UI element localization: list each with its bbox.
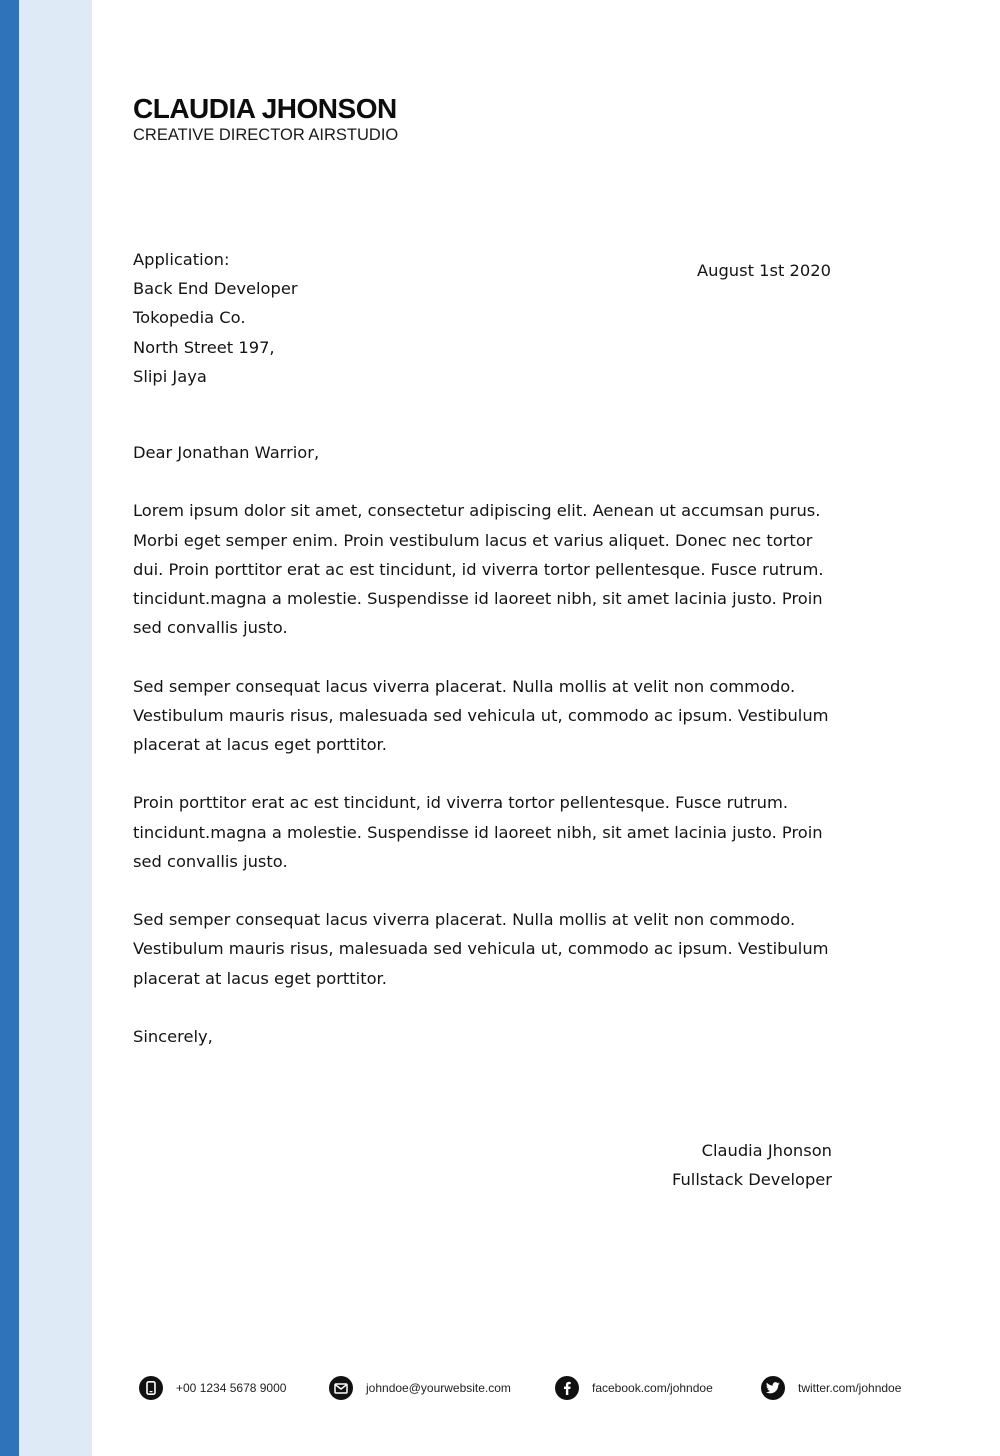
contact-twitter — [761, 1373, 901, 1403]
contact-phone — [139, 1373, 286, 1403]
twitter-text: twitter.com/johndoe — [798, 1381, 902, 1395]
email-icon — [329, 1376, 353, 1400]
recipient-address — [133, 245, 298, 391]
signature-name: Claudia Jhonson — [701, 1141, 832, 1160]
left-accent-stripe — [0, 0, 19, 1456]
body-paragraph: Sed semper consequat lacus viverra placerat. Nulla mollis at velit non commodo. Vestibulum mauris risus, malesuada sed vehicula ut, commodo ac ipsum. Vestibulum placerat at lacus eget porttitor. — [133, 676, 829, 754]
facebook-icon — [555, 1376, 579, 1400]
salutation: Dear Jonathan Warrior, — [133, 443, 320, 462]
recipient-line: Application: — [133, 250, 230, 269]
twitter-icon — [761, 1376, 785, 1400]
sender-title: CREATIVE DIRECTOR AIRSTUDIO — [133, 126, 399, 144]
left-light-stripe — [19, 0, 92, 1456]
body-paragraph: Proin porttitor erat ac est tincidunt, id viverra tortor pellentesque. Fusce rutrum. tincidunt.magna a molestie. Suspendisse id laoreet nibh, sit amet lacinia justo. Proin sed convallis justo. — [133, 793, 823, 871]
phone-text: +00 1234 5678 9000 — [176, 1381, 287, 1395]
signature-block — [672, 1136, 832, 1194]
phone-icon — [139, 1376, 163, 1400]
recipient-line: Tokopedia Co. — [133, 308, 246, 328]
letter-body — [133, 438, 843, 1051]
body-paragraph: Lorem ipsum dolor sit amet, consectetur adipiscing elit. Aenean ut accumsan purus. Morbi eget semper enim. Proin vestibulum lacus et varius aliquet. Donec nec tortor dui. Proin porttitor erat ac est tincidunt, id viverra tortor pellentesque. Fusce rutrum. tincidunt.magna a molestie. Suspendisse id laoreet nibh, sit amet lacinia justo. Proin sed convallis justo. — [133, 501, 824, 638]
body-paragraph: Sed semper consequat lacus viverra placerat. Nulla mollis at velit non commodo. Vestibulum mauris risus, malesuada sed vehicula ut, commodo ac ipsum. Vestibulum placerat at lacus eget porttitor. — [133, 910, 829, 988]
letterhead — [133, 92, 398, 145]
contact-facebook — [555, 1373, 713, 1403]
closing: Sincerely, — [133, 1026, 213, 1046]
signature-role: Fullstack Developer — [672, 1170, 832, 1189]
recipient-line: North Street 197, — [133, 337, 275, 357]
recipient-line: Slipi Jaya — [133, 366, 207, 386]
recipient-line: Back End Developer — [133, 279, 298, 299]
sender-name: CLAUDIA JHONSON — [133, 93, 397, 124]
contact-footer — [0, 1373, 1000, 1403]
facebook-text: facebook.com/johndoe — [592, 1381, 713, 1395]
email-text: johndoe@yourwebsite.com — [366, 1381, 511, 1395]
contact-email — [329, 1373, 511, 1403]
letter-date: August 1st 2020 — [697, 261, 831, 280]
